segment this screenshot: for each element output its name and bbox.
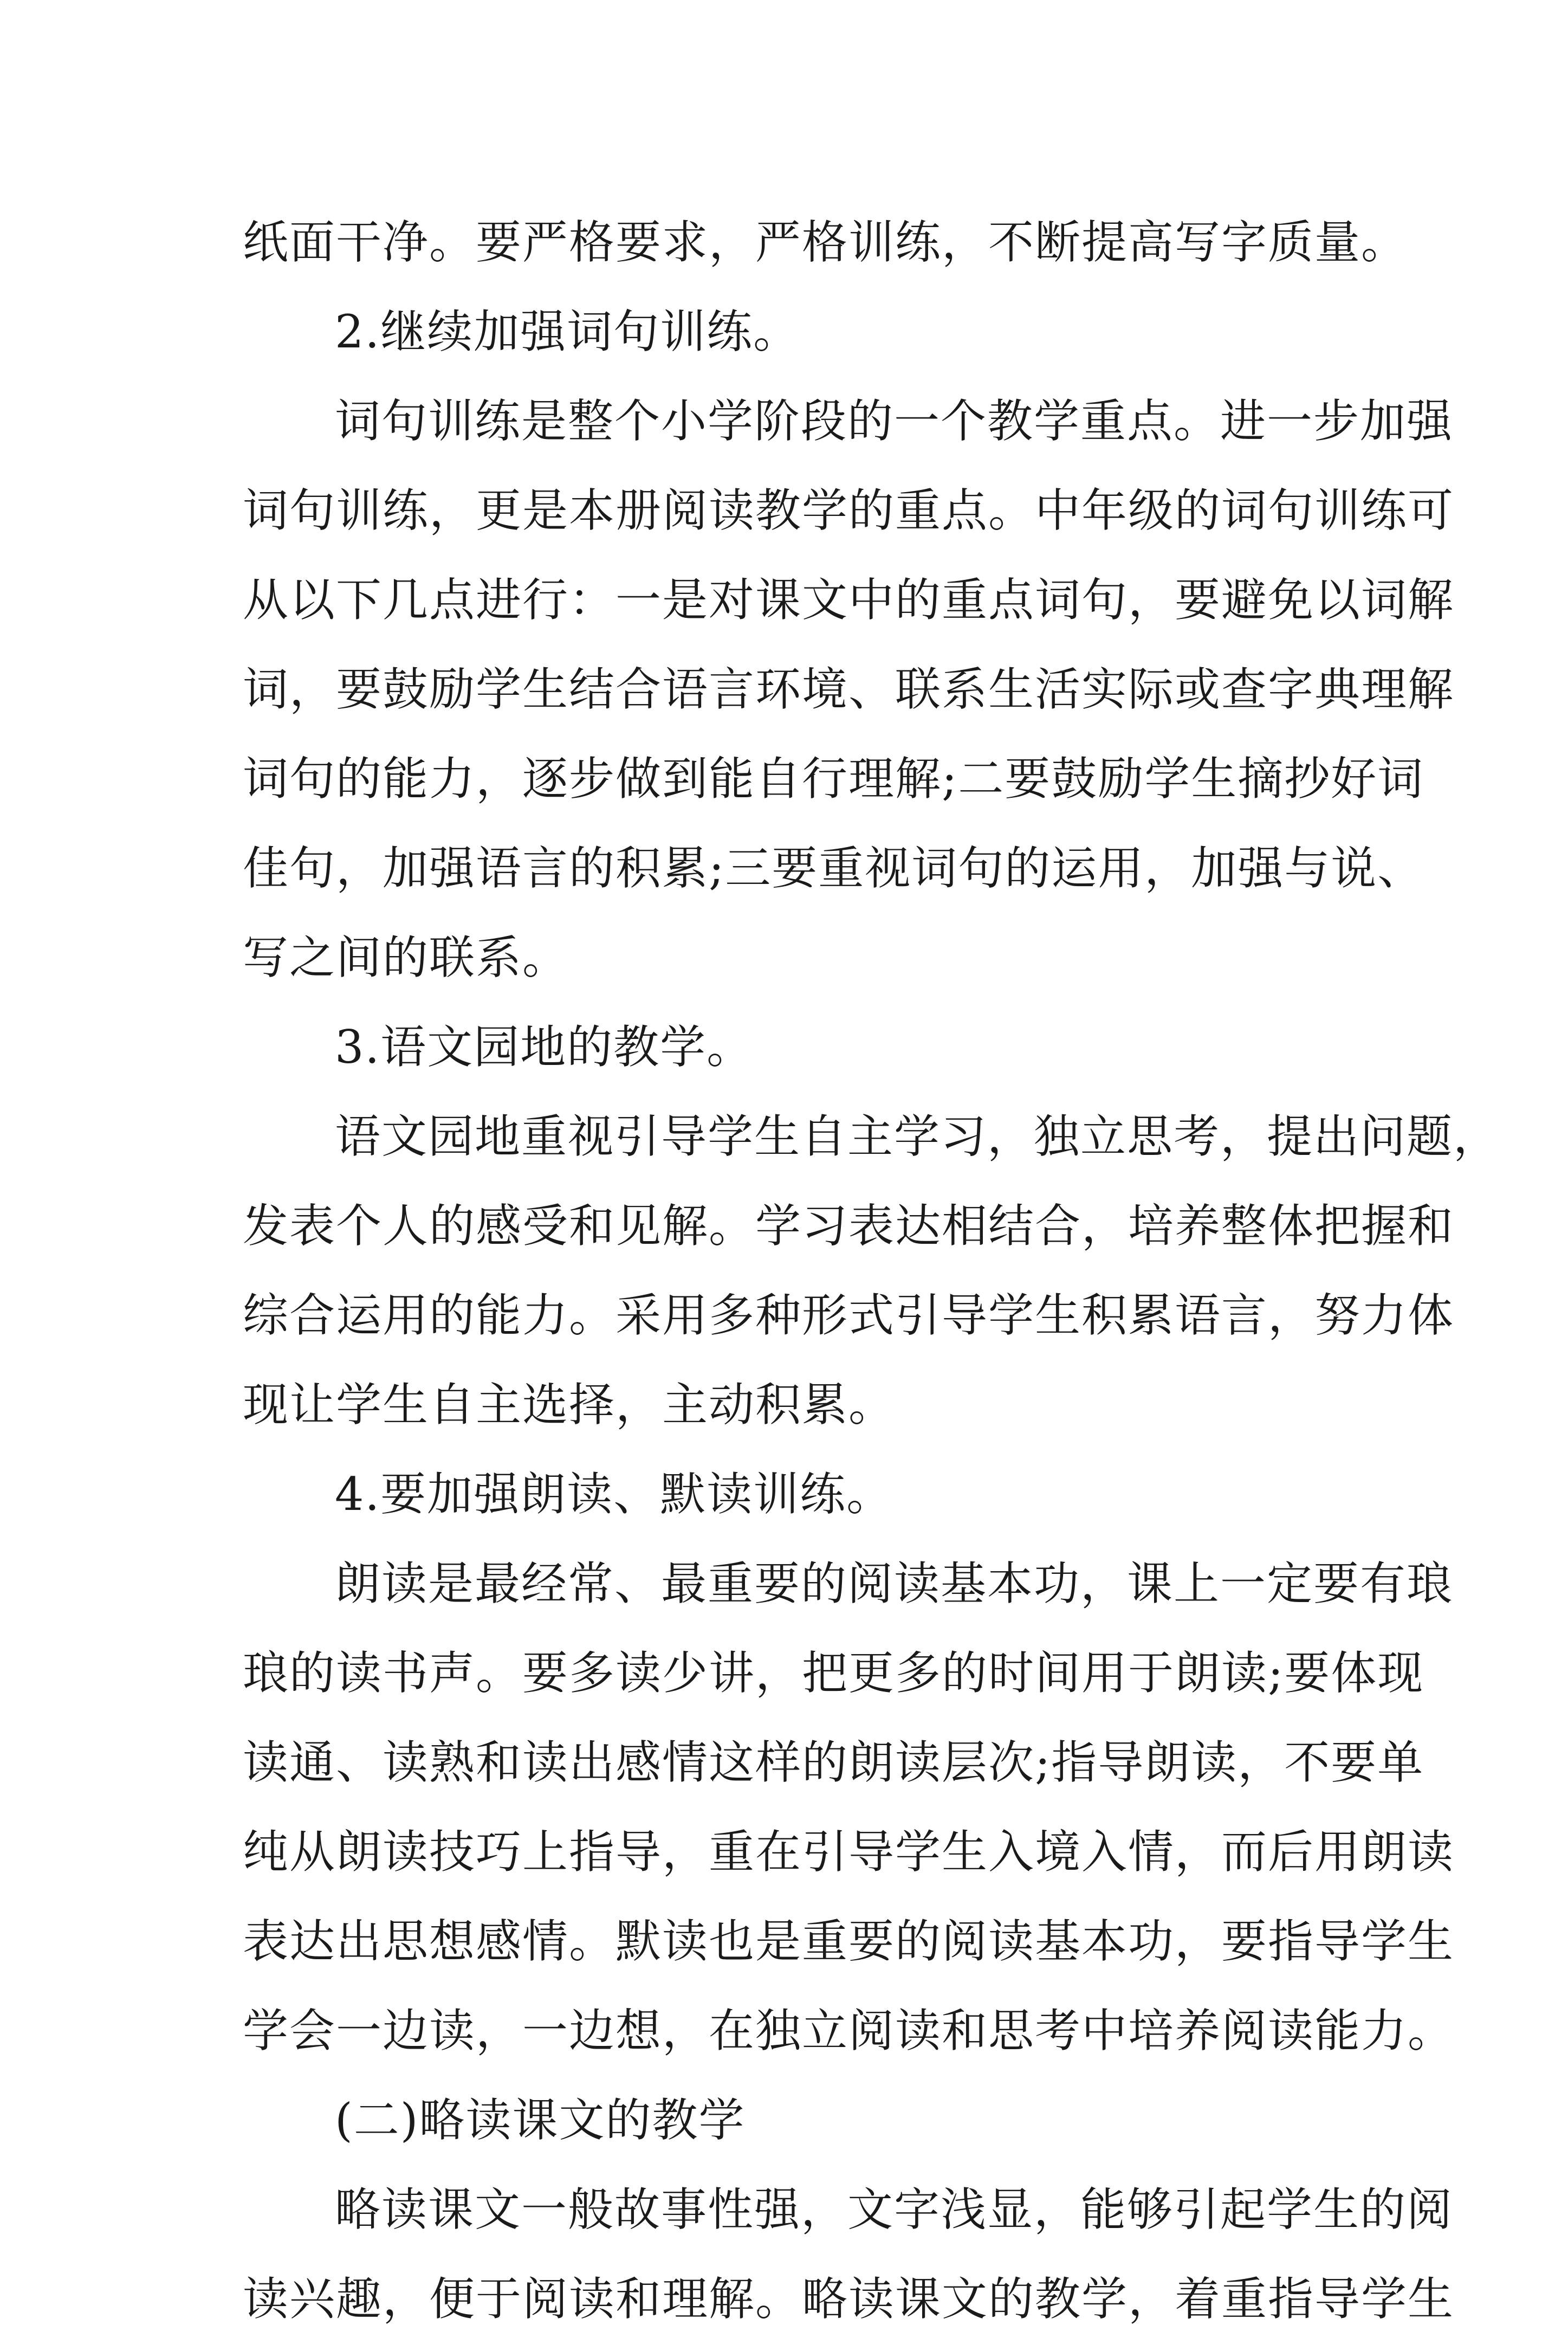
section-heading: 4.要加强朗读、默读训练。 xyxy=(335,1468,893,1521)
section-heading: 2.继续加强词句训练。 xyxy=(335,305,800,358)
text-line: 词，要鼓励学生结合语言环境、联系生活实际或查字典理解 xyxy=(243,663,1455,716)
text-line: 读通、读熟和读出感情这样的朗读层次;指导朗读，不要单 xyxy=(243,1736,1424,1789)
text-line: 从以下几点进行：一是对课文中的重点词句，要避免以词解 xyxy=(243,573,1455,627)
document-body xyxy=(243,198,1500,2344)
text-line: 佳句，加强语言的积累;三要重视词句的运用，加强与说、 xyxy=(243,842,1424,895)
text-line: 词句的能力，逐步做到能自行理解;二要鼓励学生摘抄好词 xyxy=(243,752,1424,805)
text-line: 语文园地重视引导学生自主学习，独立思考，提出问题， xyxy=(335,1110,1500,1163)
text-line: 词句训练是整个小学阶段的一个教学重点。进一步加强 xyxy=(335,395,1454,448)
section-heading: 3.语文园地的教学。 xyxy=(335,1021,754,1074)
text-line: 现让学生自主选择，主动积累。 xyxy=(243,1378,896,1431)
text-line: 学会一边读，一边想，在独立阅读和思考中培养阅读能力。 xyxy=(243,2004,1455,2057)
text-line: 朗读是最经常、最重要的阅读基本功，课上一定要有琅 xyxy=(335,1557,1454,1610)
text-line: 词句训练，更是本册阅读教学的重点。中年级的词句训练可 xyxy=(243,484,1455,537)
text-line: 发表个人的感受和见解。学习表达相结合，培养整体把握和 xyxy=(243,1199,1455,1252)
text-line: 写之间的联系。 xyxy=(243,931,569,984)
text-line: 略读课文一般故事性强，文字浅显，能够引起学生的阅 xyxy=(335,2183,1454,2236)
text-line: 表达出思想感情。默读也是重要的阅读基本功，要指导学生 xyxy=(243,1915,1455,1968)
section-heading: (二)略读课文的教学 xyxy=(335,2094,746,2147)
text-line: 纸面干净。要严格要求，严格训练，不断提高写字质量。 xyxy=(243,216,1408,269)
text-line: 纯从朗读技巧上指导，重在引导学生入境入情，而后用朗读 xyxy=(243,1825,1455,1878)
text-line: 琅的读书声。要多读少讲，把更多的时间用于朗读;要体现 xyxy=(243,1646,1424,1700)
text-line: 综合运用的能力。采用多种形式引导学生积累语言，努力体 xyxy=(243,1289,1455,1342)
text-line: 读兴趣，便于阅读和理解。略读课文的教学，着重指导学生 xyxy=(243,2272,1455,2326)
